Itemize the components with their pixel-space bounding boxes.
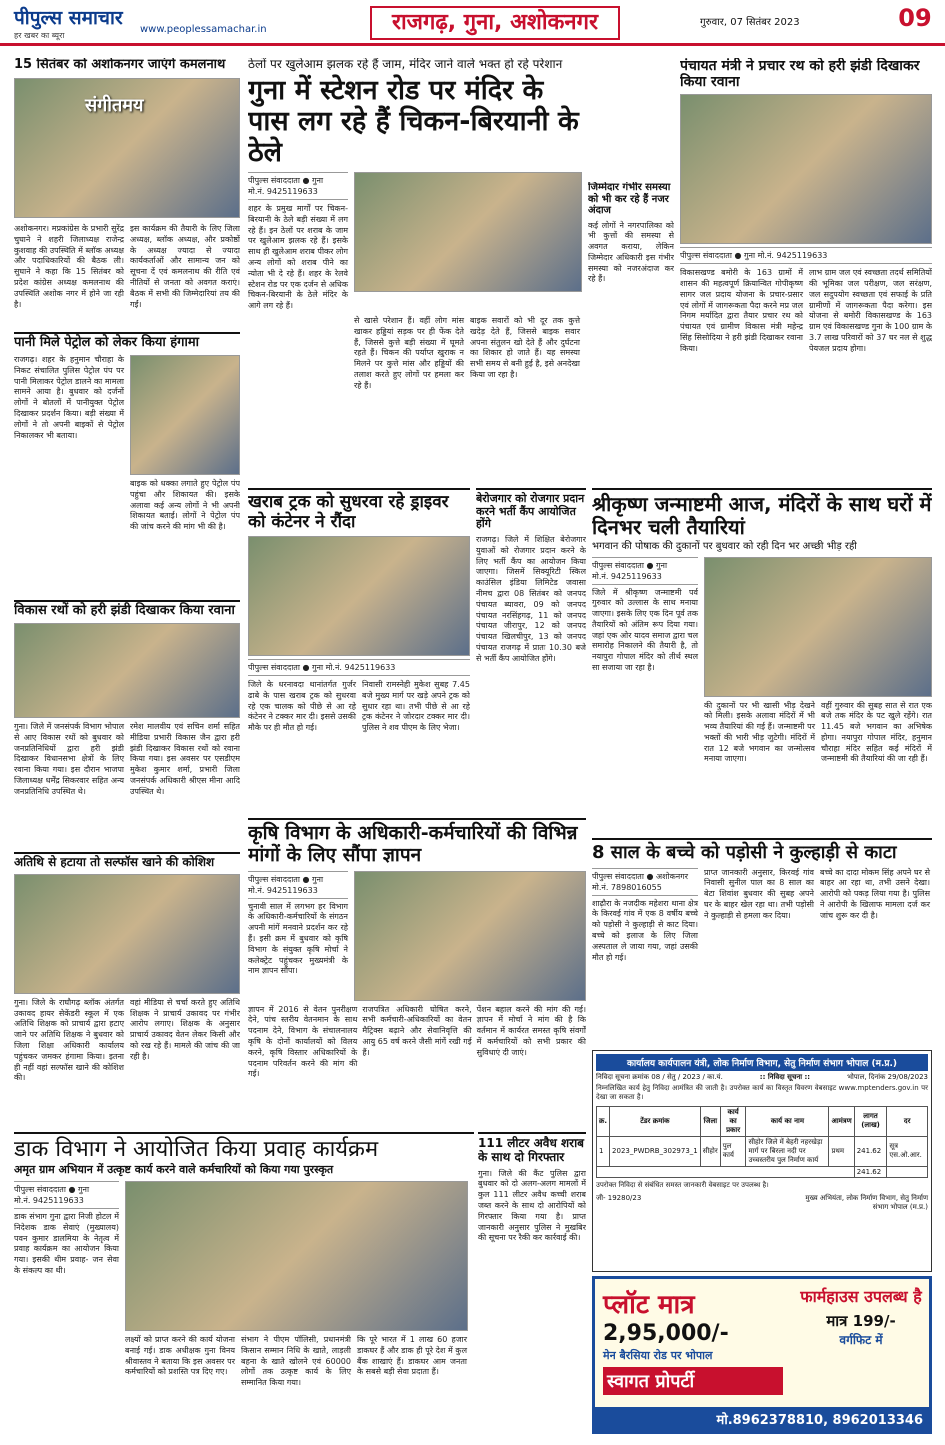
headline: 111 लीटर अवैध शराब के साथ दो गिरफ्तार <box>478 1132 586 1165</box>
body-col: वहां मीडिया से चर्चा करते हुए अतिथि शिक्षक ने प्राचार्य उकावद पर गंभीर आरोप लगाए। शिक्षक के अनुसार प्राचार्य उकावद वेतन लेकर किसी और को रख रहे हैं। मामले की जांच की जा रही है। <box>130 997 240 1061</box>
byline: पीपुल्स संवाददाता ● गुना मो.नं. 9425119633 <box>14 1181 119 1209</box>
body-col: जिले में श्रीकृष्ण जन्माष्टमी पर्व गुरुवार को उल्लास के साथ मनाया जाएगा। इसके लिए एक दिन पूर्व तक तैयारियों को अंतिम रूप दिया गया। जहां एक ओर यादव समाज द्वारा चल समारोह निकालने की तैयारी है, तो नयापुरा गोपाल मंदिर को तीर्थ स्थल सा सजाया जा रहा है। <box>592 587 698 673</box>
table-header: जिला <box>700 1106 720 1136</box>
headline: 15 सितंबर को अशोकनगर जाएंगे कमलनाथ <box>14 58 226 72</box>
news-photo <box>14 78 240 218</box>
body-col: बाइक को धक्का लगाते हुए पेट्रोल पंप पहुंचा और शिकायत की। इसके अलावा कई अन्य लोगों ने भी अपनी शिकायत बताई। लोगों ने पेट्रोल पंप की जांच करने की मांग भी की है। <box>130 478 240 532</box>
body-col: लाभ ग्राम जल एवं स्वच्छता तदर्थ समितियों की भूमिका जल परीक्षण, जल सरंक्षण, जल सदुपयोग स्वच्छता एवं सफाई के प्रति ग्रामीणों में जागरूकता पैदा करेगा। इस योजना से बमोरी विकासखण्ड के 163 ग्राम एवं विकासखण्ड गुना के 100 ग्राम के 3.7 लाख परिवारों को 37 घर नल से शुद्ध पेयजल प्रदाय होगा। <box>809 268 932 353</box>
byline: पीपुल्स संवाददाता ● गुना मो.नं. 9425119633 <box>680 247 932 264</box>
body-col: कि पूरे भारत में 1 लाख 60 हजार डाकघर हैं और डाक ही पूरे देश में कुल बैंक शाखाएं हैं। डाकघर आम जनता के सबसे बड़ी सेवा प्रदाता हैं। <box>357 1334 467 1377</box>
byline: पीपुल्स संवाददाता ● गुना मो.नं. 9425119633 <box>248 659 470 676</box>
news-photo <box>704 557 932 697</box>
body-col: चुनावी साल में लगभग हर विभाग के अधिकारी-कर्मचारियों के संगठन अपनी मांगें मनवाने प्रदर्शन कर रहे हैं। इसी क्रम में बुधवार को कृषि विभाग के संयुक्त कृषि मोर्चा ने कलेक्ट्रेट पहुंचकर मुख्यमंत्री के नाम ज्ञापन सौंपा। <box>248 901 348 976</box>
body-col: शाढ़ौरा के नजदीक महेशरा थाना क्षेत्र के किरवई गांव में एक 8 वर्षीय बच्चे को पड़ोसी ने कुल्हाड़ी से काट दिया। बच्चे को इलाज के लिए जिला अस्पताल ले जाया गया, जहां उसकी मौत हो गई। <box>592 898 698 962</box>
table-cell: पुल कार्य <box>720 1136 746 1166</box>
body-col: वहीं गुरुवार की सुबह सात से रात एक बजे तक मंदिर के पट खुले रहेंगे। रात 11.45 बजे भगवान का अभिषेक होगा। नयापुरा गोपाल मंदिर, हनुमान चौराहा मंदिर सहित कई मंदिरों में जन्माष्टमी की तैयारियां की जा रही हैं। <box>821 700 932 764</box>
headline: गुना में स्टेशन रोड पर मंदिर के पास लग रहे हैं चिकन-बिरयानी के ठेले <box>248 74 579 168</box>
table-header: दर <box>887 1106 928 1136</box>
tender-ref2: जी- 19280/23 <box>596 1194 642 1203</box>
headline: अतिथि से हटाया तो सल्फॉस खाने की कोशिश <box>14 852 240 870</box>
table-row <box>597 1136 928 1166</box>
table-cell: सूत्र एस.ओ.आर. <box>887 1136 928 1166</box>
news-photo <box>354 172 582 292</box>
story-child <box>592 838 932 1050</box>
headline: पंचायत मंत्री ने प्रचार रथ को हरी झंडी दिखाकर किया रवाना <box>680 58 920 91</box>
body-col: निवासी रामस्नेही मुकेश सुबह 7.45 बजे मुख्य मार्ग पर खड़े अपने ट्रक को सुधार रहा था। तभी पीछे से आ रहे ट्रक कंटेनर ने जोरदार टक्कर मार दी। पुलिस ने शव पीएम के लिए भेजा। <box>362 680 470 733</box>
body-col: राजगढ़। शहर के हनुमान चौराहा के निकट संचालित पुलिस पेट्रोल पंप पर पानी मिलाकर पेट्रोल डालने का मामला सामने आया है। बुधवार को दर्जनों लोगों ने बोतलों में पानीयुक्त पेट्रोल दिखाकर प्रदर्शन किया। बड़ी संख्या में लोगों ने तो अपनी बाइकों से पेट्रोल निकालकर भी बताया। <box>14 354 124 440</box>
body-col: बच्चे का दादा मोकम सिंह अपने घर से बाहर आ रहा था, तभी उसने देखा। आरोपी को पकड़ लिया गया है। पुलिस ने आरोपी के खिलाफ मामला दर्ज कर जांच शुरू कर दी है। <box>820 867 930 920</box>
banner-text: संगीतमय <box>85 94 144 116</box>
tender-date: भोपाल, दिनांक 29/08/2023 <box>847 1073 928 1081</box>
headline: कृषि विभाग के अधिकारी-कर्मचारियों की विभिन्न मांगों के लिए सौंपा ज्ञापन <box>248 818 586 867</box>
ad-company: स्वागत प्रोपर्टी <box>603 1367 783 1395</box>
story-guna-main <box>248 58 586 483</box>
tender-note: उपरोक्त निविदा से संबंधित समस्त जानकारी वेबसाइट पर उपलब्ध है। <box>596 1180 769 1189</box>
masthead <box>0 0 945 46</box>
subheadline: भगवान की पोषाक की दुकानों पर बुधवार को रही दिन भर अच्छी भीड़ रही <box>592 541 857 552</box>
brand-logo[interactable] <box>14 4 123 41</box>
body-col: पेंशन बहाल करने की मांग की गई। ज्ञापन में मोर्चा ने मांग की है कि वर्तमान में कार्यरत समस्त कृषि संवर्गों में कर्मचारियों को सभी प्रकार की सुविधाएं दी जाएं। <box>476 1004 586 1057</box>
story-truck <box>248 488 470 808</box>
tender-total: 241.62 <box>854 1166 887 1177</box>
body-col: शहर के प्रमुख मार्गों पर चिकन-बिरयानी के ठेले बड़ी संख्या में लग रहे हैं। इन ठेलों पर शराब के जाम पर खुलेआम झलक रहे हैं। इसके साथ ही खुलेआम शराब पीकर लोग अन्य लोगों को शराब पीने का न्योता भी दे रहे हैं। शहर के रेलवे स्टेशन रोड पर एक दर्जन से अधिक चिकन-बिरयानी के ठेले मंदिर के आगे लग रहे हैं। <box>248 203 348 311</box>
table-cell: सीहोर <box>700 1136 720 1166</box>
ad-farmhouse-price: मात्र 199/- <box>826 1312 896 1330</box>
kicker: ठेलों पर खुलेआम झलक रहे हैं जाम, मंदिर जाने वाले भक्त हो रहे परेशान <box>248 58 563 71</box>
headline: विकास रथों को हरी झंडी दिखाकर किया रवाना <box>14 600 240 619</box>
tender-ref: निविदा सूचना क्रमांक 08 / सेतु / 2023 / का.यं. <box>596 1073 723 1081</box>
news-photo <box>14 623 240 718</box>
body-col: बाइक सवारों को भी दूर तक कुत्ते खदेड़ देते हैं, जिससे बाइक सवार अपना संतुलन खो देते हैं और दुर्घटना का शिकार हो जाते हैं। यह समस्या सभी समय से बनी हुई है, इसे अनदेखा किया जा रहा है। <box>470 315 580 379</box>
table-cell: 241.62 <box>854 1136 887 1166</box>
table-cell: प्रथम <box>829 1136 854 1166</box>
ad-plot-title: प्लॉट मात्र <box>603 1290 695 1320</box>
table-header: आमंत्रण <box>829 1106 854 1136</box>
body-col: विकासखण्ड बमोरी के 163 ग्रामों में शासन की महत्वपूर्ण क्रियान्वित गोपीकृष्ण सागर जल प्रदाय योजना के प्रचार-प्रसार एवं लोगों में जागरूकता पैदा करने मप्र जल निगम मर्यादित द्वारा तैयार प्रचार रथ को पंचायत एवं ग्रामीण विकास मंत्री महेन्द्र सिंह सिसोदिया ने हरी झंडी दिखाकर रवाना किया। <box>680 268 803 353</box>
body-col: की दुकानों पर भी खासी भीड़ देखने को मिली। इसके अलावा मंदिरों में भी भव्य तैयारियां की गई हैं। जन्माष्टमी पर भक्तों की भारी भीड़ जुटेगी। मंदिरों में रात 12 बजे भगवान का जन्मोत्सव मनाया जाएगा। <box>704 700 815 764</box>
sidebar-dogs <box>588 182 674 482</box>
byline: पीपुल्स संवाददाता ● गुना मो.नं. 9425119633 <box>248 172 348 200</box>
table-header: टेंडर क्रमांक <box>610 1106 701 1136</box>
table-header: कार्य का नाम <box>746 1106 829 1136</box>
body-col: प्राप्त जानकारी अनुसार, किरवई गांव निवासी सुनील पाल का 8 साल का बेटा शिवांश बुधवार की सुबह अपने घर के बाहर खेल रहा था। तभी पड़ोसी ने कुल्हाड़ी से हमला कर दिया। <box>704 867 814 920</box>
table-header: क्र. <box>597 1106 610 1136</box>
ad-phone[interactable]: मो.8962378810, 8962013346 <box>595 1407 929 1431</box>
story-water <box>14 332 240 594</box>
body-col: संभाग ने पीएम पॉलिसी, प्रधानमंत्री किसान सम्मान निधि के खाते, लाड़ली बहना के खाते खोलने एवं 60000 लोगों तक उत्कृष्ट कार्य के लिए सम्मानित किया गया। <box>241 1334 351 1388</box>
headline: डाक विभाग ने आयोजित किया प्रवाह कार्यक्रम <box>14 1132 474 1162</box>
page-number: 09 <box>898 4 932 32</box>
issue-date: गुरुवार, 07 सितंबर 2023 <box>700 17 800 28</box>
body-col: राजपत्रित अधिकारी घोषित करने, सभी कर्मचारी-अधिकारियों का वेतन मैट्रिक्स बढ़ाने और सेवानिवृत्ति की आयु 65 वर्ष करने जैसी मांगें रखी गई हैं। <box>362 1004 472 1057</box>
body-col: जिले के धरनावदा थानांतर्गत गुर्जर ढाबे के पास खराब ट्रक को सुधरवा रहे एक चालक को पीछे से आ रहे कंटेनर ने टक्कर मार दी। इससे उसकी मौके पर ही मौत हो गई। <box>248 680 356 733</box>
tender-notice <box>592 1050 932 1272</box>
news-photo <box>14 874 240 994</box>
body-col: अशोकनगर। मप्रकांग्रेस के प्रभारी सुरेंद्र चुघाने ने शहरी जिलाध्यक्ष राजेन्द्र कुशवाह की उपस्थिति में ब्लॉक अध्यक्ष और पदाधिकारियों की बैठक ली। सुघाने ने कहा कि 15 सितंबर को प्रदेश कांग्रेस अध्यक्ष कमलनाथ की उपस्थिति अशोक नगर में होने जा रही है। <box>14 223 124 309</box>
headline: बेरोजगार को रोजगार प्रदान करने भर्ती कैंप आयोजित होंगे <box>476 488 586 531</box>
body-col: रमेश मालवीय एवं सचिन शर्मा सहित मीडिया प्रभारी विकास जैन द्वारा हरी झंडी दिखाकर विकास रथों को रवाना किया गया। इस अवसर पर एसडीएम मुकेश कुमार शर्मा, प्रभारी जिला जनसंपर्क अधिकारी श्रीएस मीना आदि उपस्थित थे। <box>130 721 240 796</box>
story-panchayat <box>680 58 932 483</box>
body-col: कई लोगों ने नगरपालिका को भी कुत्तों की समस्या से अवगत कराया, लेकिन जिम्मेदार अधिकारी इस गंभीर समस्या को नजरअंदाज कर रहे हैं। <box>588 220 674 284</box>
byline: पीपुल्स संवाददाता ● गुना मो.नं. 9425119633 <box>592 557 698 585</box>
headline: श्रीकृष्ण जन्माष्टमी आज, मंदिरों के साथ घरों में दिनभर चली तैयारियां <box>592 488 932 539</box>
body-col: ज्ञापन में 2016 से वेतन पुनरीक्षण देने, पांच स्तरीय वेतनमान के साथ पदनाम देने, विभाग के संचालनालय कृषि के दोनों कार्यालयों को विलय करने, कृषि विस्तार अधिकारियों के पदनाम परिवर्तन करने की मांग की गई। <box>248 1004 358 1079</box>
news-photo <box>248 536 470 656</box>
headline: खराब ट्रक को सुधरवा रहे ड्राइवर को कंटेनर ने रौंदा <box>248 488 470 532</box>
story-krishi <box>248 818 586 1126</box>
tender-table <box>596 1106 928 1178</box>
table-header: कार्य का प्रकार <box>720 1106 746 1136</box>
body-col: से खासे परेशान हैं। वहीं लोग मांस खाकर हड्डियां सड़क पर ही फेंक देते हैं, जिससे कुत्ते बड़ी संख्या में घूमते रहते हैं। चिकन की पर्याप्त खुराक न मिलने पर कुत्ते मांस और हड्डियों की तलाश करते हुए लोगों पर हमला कर रहे हैं। <box>354 315 464 390</box>
body-col: लक्ष्यों को प्राप्त करने की कार्य योजना बनाई गई। डाक अधीक्षक गुना विनय श्रीवास्तव ने बताया कि इस अवसर पर कर्मचारियों को प्रशस्ति पत्र दिए गए। <box>125 1334 235 1377</box>
table-cell: सीहोर जिले में बेहरी नहरखेड़ा मार्ग पर बिरला नदी पर उच्चस्तरीय पुल निर्माण कार्य <box>746 1136 829 1166</box>
body-col: गुना। जिले में जनसंपर्क विभाग भोपाल से आए विकास रथों को बुधवार को जनप्रतिनिधियों द्वारा हरी झंडी दिखाकर विधानसभा क्षेत्रों के लिए रवाना किया गया। इस दौरान भाजपा जिलाध्यक्ष धर्मेंद्र सिकरवार सहित अन्य जनप्रतिनिधि उपस्थित थे। <box>14 721 124 796</box>
table-cell: 1 <box>597 1136 610 1166</box>
advertisement[interactable] <box>592 1276 932 1434</box>
story-post <box>14 1132 474 1432</box>
brand-tagline: हर खबर का ब्यूरा <box>14 31 65 40</box>
story-vikasrath <box>14 600 240 835</box>
table-cell: 2023_PWDRB_302973_1 <box>610 1136 701 1166</box>
website-link[interactable]: www.peoplessamachar.in <box>140 24 267 35</box>
news-photo <box>354 871 586 1001</box>
news-photo <box>130 355 240 475</box>
body-col: डाक संभाग गुना द्वारा निजी होटल में निदेशक डाक सेवाएं (मुख्यालय) पवन कुमार डालमिया के नेतृत्व में प्रवाह कार्यक्रम का आयोजन किया गया। इसकी थीम प्रवाह- जन सेवा के संकल्प का थी। <box>14 1211 119 1275</box>
tender-dept: कार्यालय कार्यपालन यंत्री, लोक निर्माण विभाग, सेतु निर्माण संभाग भोपाल (म.प्र.) <box>596 1054 928 1071</box>
body-col: इस कार्यक्रम की तैयारी के लिए जिला अध्यक्ष, ब्लॉक अध्यक्ष, और प्रकोष्ठों के अध्यक्ष ज्यादा से ज्यादा कार्यकर्ताओं और सामान्य जन को सूचना दें एवं कमलनाथ की रीति एवं नीतियों से जनता को अवगत कराएं। बैठक में सभी की जिम्मेदारियां तय की गईं। <box>130 223 240 309</box>
story-liquor <box>478 1132 586 1432</box>
byline: पीपुल्स संवाददाता ● गुना मो.नं. 9425119633 <box>248 871 348 899</box>
story-jobs <box>476 488 586 808</box>
news-photo <box>680 94 932 244</box>
byline: पीपुल्स संवाददाता ● अशोकनगर मो.नं. 7898016055 <box>592 868 698 896</box>
brand-name: पीपुल्स समाचार <box>14 7 123 29</box>
table-header: लागत (लाख) <box>854 1106 887 1136</box>
ad-price: 2,95,000/- <box>603 1321 729 1346</box>
section-title: राजगढ़, गुना, अशोकनगर <box>370 6 620 40</box>
headline: 8 साल के बच्चे को पड़ोसी ने कुल्हाड़ी से काटा <box>592 838 932 864</box>
body-col: गुना। जिले की कैंट पुलिस द्वारा बुधवार को दो अलग-अलग मामलों में कुल 111 लीटर अवैध कच्ची शराब जब्त करने के साथ दो आरोपियों को गिरफ्तार किया गया है। प्राप्त जानकारी अनुसार पुलिस ने मुखबिर की सूचना पर रैकी कर कार्रवाई की। <box>478 1168 586 1243</box>
tender-title: :: निविदा सूचना :: <box>759 1073 811 1081</box>
tender-intro: निम्नलिखित कार्य हेतु निविदा आमंत्रित की जाती है। उपरोक्त कार्य का विस्तृत विवरण वेबसाइट www.mptenders.gov.in पर देखा जा सकता है। <box>596 1084 928 1102</box>
headline: पानी मिले पेट्रोल को लेकर किया हंगामा <box>14 332 240 351</box>
body-col: गुना। जिले के राघौगढ़ ब्लॉक अंतर्गत उकावद हायर सेकेंडरी स्कूल में एक अतिथि शिक्षक को प्राचार्य द्वारा हटाए जाने पर अतिथि शिक्षक ने बुधवार को जिला शिक्षा अधिकारी कार्यालय पहुंचकर जमकर हंगामा किया। इतना ही नहीं वहां सल्फॉस खाने की कोशिश की। <box>14 997 124 1083</box>
ad-farmhouse-unit: वर्गफिट में <box>839 1333 883 1347</box>
subheadline: अमृत ग्राम अभियान में उत्कृष्ट कार्य करने वाले कर्मचारियों को किया गया पुरस्कृत <box>14 1163 334 1177</box>
ad-farmhouse-title: फार्महाउस उपलब्ध है <box>800 1287 922 1306</box>
tender-sign: मुख्य अभियंता, लोक निर्माण विभाग, सेतु निर्माण संभाग भोपाल (म.प्र.) <box>805 1194 928 1212</box>
story-janmashtami <box>592 488 932 833</box>
body-col: राजगढ़। जिले में शिक्षित बेरोजगार युवाओं को रोजगार प्रदान करने के लिए भर्ती कैंप का आयोजन किया जाएगा। जिसमें सिक्यूरिटी स्किल काउंसिल इंडिया लिमिटेड जवासा नीमच द्वारा 08 सितंबर को जनपद पंचायत ब्यावरा, 09 को जनपद पंचायत नरसिंहगढ़, 11 को जनपद पंचायत जीरापुर, 12 को जनपद पंचायत खिलचीपुर, 13 को जनपद पंचायत राजगढ़ में प्रातः 10.30 बजे से भर्ती कैंप आयोजित होंगे। <box>476 534 586 663</box>
side-heading: जिम्मेदार गंभीर समस्या को भी कर रहे हैं नजर अंदाज <box>588 182 671 216</box>
story-teacher <box>14 852 240 1127</box>
ad-location: मेन बैरसिया रोड पर भोपाल <box>603 1349 713 1362</box>
news-photo <box>125 1181 468 1331</box>
